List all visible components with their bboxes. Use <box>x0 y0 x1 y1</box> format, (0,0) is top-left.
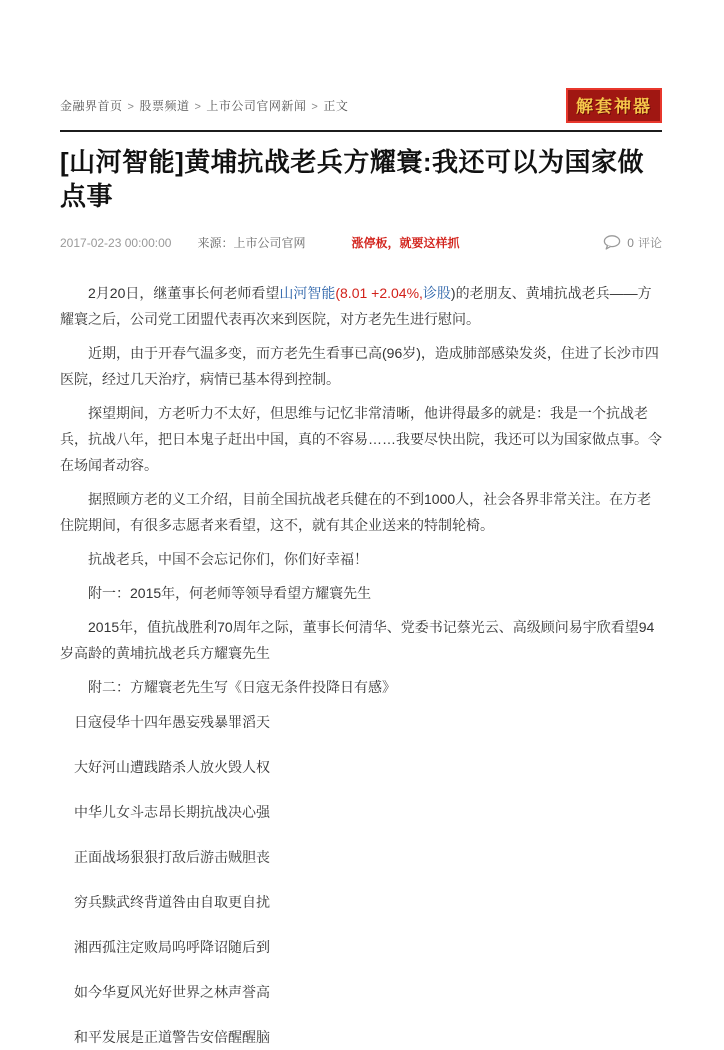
article-meta <box>60 234 662 251</box>
attachment-two-heading: 附二：方耀寰老先生写《日寇无条件投降日有感》 <box>88 679 396 695</box>
poem-line: 日寇侵华十四年愚妄残暴罪滔天 <box>74 714 270 730</box>
poem-line: 湘西孤注定败局呜呼降诏随后到 <box>74 939 270 955</box>
poem-block <box>60 709 662 1050</box>
body-paragraph: 探望期间，方老听力不太好，但思维与记忆非常清晰，他讲得最多的就是：我是一个抗战老兵，抗战八年，把日本鬼子赶出中国，真的不容易……我要尽快出院，我还可以为国家做点事。令在场闻者动容。 <box>60 405 662 473</box>
poem-line: 大好河山遭践踏杀人放火毁人权 <box>74 759 270 775</box>
publish-date: 2017-02-23 00:00:00 <box>60 235 172 250</box>
poem-line: 如今华夏风光好世界之林声誉高 <box>74 984 270 1000</box>
breadcrumb-separator: > <box>311 101 319 113</box>
comment-label: 评论 <box>637 236 662 250</box>
attachment-one-heading: 附一：2015年，何老师等领导看望方耀寰先生 <box>88 585 372 601</box>
diagnose-stock-link[interactable]: 诊股 <box>422 285 451 301</box>
breadcrumb-home-link[interactable]: 金融界首页 <box>60 99 123 113</box>
header-row <box>60 88 662 123</box>
breadcrumb-company-news-link[interactable]: 上市公司官网新闻 <box>206 99 307 113</box>
lead-paragraph <box>60 280 662 332</box>
poem-line: 中华儿女斗志昂长期抗战决心强 <box>74 804 270 820</box>
breadcrumb <box>60 97 348 114</box>
page-title: [山河智能]黄埔抗战老兵方耀寰:我还可以为国家做点事 <box>60 147 644 211</box>
lead-post-text: 的老朋友、黄埔抗战老兵——方耀寰之后，公司党工团盟代表再次来到医院，对方老先生进行慰问。 <box>60 285 652 327</box>
poem-line: 正面战场狠狠打敌后游击贼胆丧 <box>74 849 270 865</box>
breadcrumb-current: 正文 <box>323 99 349 113</box>
breadcrumb-separator: > <box>127 101 135 113</box>
body-paragraph: 据照顾方老的义工介绍，目前全国抗战老兵健在的不到1000人，社会各界非常关注。在方老住院期间，有很多志愿者来看望，这不，就有其企业送来的特制轮椅。 <box>60 491 652 533</box>
body-paragraph: 抗战老兵，中国不会忘记你们，你们好幸福！ <box>88 551 368 567</box>
breadcrumb-separator: > <box>194 101 202 113</box>
header-divider <box>60 130 662 132</box>
article-body <box>60 280 662 1050</box>
comment-bubble-icon <box>603 235 621 250</box>
poem-line: 穷兵黩武终背道咎由自取更自扰 <box>74 894 270 910</box>
poem-line: 和平发展是正道警告安倍醒醒脑 <box>74 1029 270 1045</box>
stock-quote-close: ) <box>450 285 456 301</box>
source-label: 来源：上市公司官网 <box>197 236 306 250</box>
comments-link[interactable] <box>603 234 662 251</box>
stock-link-shanhe[interactable]: 山河智能 <box>279 285 336 301</box>
limit-up-promo-link[interactable]: 涨停板，就要这样抓 <box>351 236 460 250</box>
untangle-tool-badge[interactable]: 解套神器 <box>566 88 662 123</box>
comment-count: 0 <box>627 235 634 250</box>
body-paragraph: 2015年，值抗战胜利70周年之际，董事长何清华、党委书记蔡光云、高级顾问易宇欣看望94岁高龄的黄埔抗战老兵方耀寰先生 <box>60 619 655 661</box>
body-paragraph: 近期，由于开春气温多变，而方老先生看事已高(96岁)，造成肺部感染发炎，住进了长沙市四医院，经过几天治疗，病情已基本得到控制。 <box>60 345 659 387</box>
lead-pre-text: 2月20日，继董事长何老师看望 <box>88 285 280 301</box>
stock-quote-price: (8.01 +2.04%, <box>335 285 423 301</box>
breadcrumb-stock-channel-link[interactable]: 股票频道 <box>139 99 190 113</box>
